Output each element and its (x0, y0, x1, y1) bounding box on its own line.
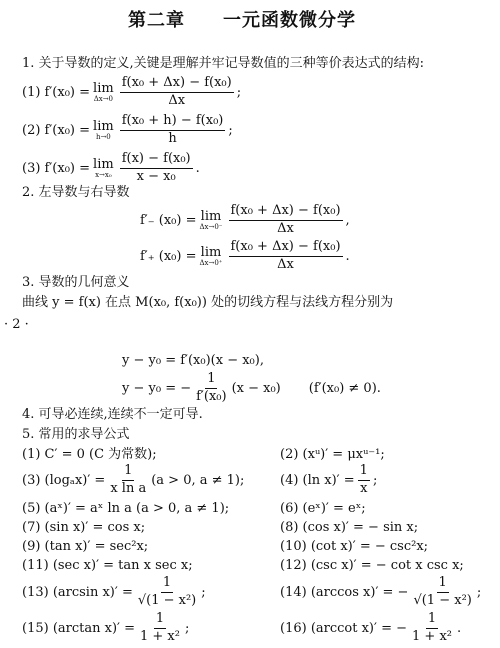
fraction: $\frac{\text{f(x₀ + Δx) − f(x₀)}}{\Delta x}$ (121, 75, 232, 108)
section-3-heading: 3. 导数的几何意义 (22, 275, 130, 290)
derivative-formula-1: (1) C′ = 0 (C 为常数); (22, 447, 157, 462)
chapter-title: 第二章 一元函数微分学 (128, 10, 356, 31)
fraction: $\frac{1}{\text{√(1 − x²)}}$ (413, 575, 472, 608)
formula-lhs: (14) (arccos x)′ = − (280, 584, 409, 600)
limit-operator: lim Δx→0⁻ (199, 208, 223, 232)
derivative-formula-8: (8) (cos x)′ = − sin x; (280, 520, 419, 535)
formula-end: ; (476, 584, 482, 600)
formula-lhs: (2) f′(x₀) = (22, 122, 91, 138)
limit-operator: lim Δx→0⁺ (199, 244, 223, 268)
formula-end: (a > 0, a ≠ 1); (151, 472, 245, 488)
tangent-line-equation: y − y₀ = f′(x₀)(x − x₀), (122, 353, 264, 368)
derivative-formula-12: (12) (csc x)′ = − cot x csc x; (280, 558, 464, 573)
formula-end: . (345, 248, 350, 264)
formula-lhs: (13) (arcsin x)′ = (22, 584, 133, 600)
definition-formula-3 (22, 152, 200, 185)
fraction: $\frac{1}{\text{1 + x²}}$ (140, 611, 180, 644)
formula-end: ; (228, 122, 233, 138)
formula-rhs: (x − x₀) (231, 380, 281, 396)
derivative-formula-5: (5) (aˣ)′ = aˣ ln a (a > 0, a ≠ 1); (22, 501, 230, 516)
limit-operator: lim x→x₀ (93, 156, 114, 180)
derivative-formula-3 (22, 464, 244, 497)
formula-lhs: (15) (arctan x)′ = (22, 620, 135, 636)
definition-formula-1 (22, 76, 241, 109)
fraction: $\frac{\text{f(x₀ + h) − f(x₀)}}{h}$ (121, 113, 224, 146)
derivative-formula-13 (22, 576, 206, 609)
formula-lhs: y − y₀ = − (122, 380, 192, 396)
formula-end: , (345, 212, 350, 228)
formula-end: ; (372, 472, 378, 488)
limit-operator: lim Δx→0 (93, 80, 114, 104)
formula-condition: (f′(x₀) ≠ 0). (308, 380, 381, 396)
formula-lhs: (1) f′(x₀) = (22, 84, 91, 100)
formula-lhs: (16) (arccot x)′ = − (280, 620, 408, 636)
section-3-text: 曲线 y = f(x) 在点 M(x₀, f(x₀)) 处的切线方程与法线方程分别为 (22, 295, 394, 310)
fraction: $\frac{1}{x}$ (359, 463, 368, 496)
fraction: $\frac{1}{\text{f′(x₀)}}$ (196, 371, 227, 404)
section-1-heading: 1. 关于导数的定义,关键是理解并牢记导数值的三种等价表达式的结构: (22, 56, 425, 71)
formula-end: . (195, 160, 200, 176)
derivative-formula-7: (7) (sin x)′ = cos x; (22, 520, 146, 535)
fraction: $\frac{1}{\text{1 + x²}}$ (412, 611, 452, 644)
formula-lhs: (3) f′(x₀) = (22, 160, 91, 176)
derivative-formula-9: (9) (tan x)′ = sec²x; (22, 539, 149, 554)
normal-line-equation (122, 372, 381, 405)
fraction: $\frac{1}{\text{√(1 − x²)}}$ (137, 575, 197, 608)
formula-lhs: f′₊ (x₀) = (140, 248, 197, 264)
formula-lhs: (3) (logₐx)′ = (22, 472, 106, 488)
fraction: $\frac{\text{f(x) − f(x₀)}}{\text{x − x₀}}$ (121, 151, 191, 184)
derivative-formula-4 (280, 464, 377, 497)
left-derivative-formula (140, 204, 350, 237)
right-derivative-formula (140, 240, 350, 273)
formula-lhs: f′₋ (x₀) = (140, 212, 197, 228)
limit-operator: lim h→0 (93, 118, 114, 142)
fraction: $\frac{\text{f(x₀ + Δx) − f(x₀)}}{\Delta x}$ (230, 203, 341, 236)
formula-end: ; (236, 84, 242, 100)
derivative-formula-6: (6) (eˣ)′ = eˣ; (280, 501, 366, 516)
fraction: $\frac{1}{\text{x ln a}}$ (110, 463, 147, 496)
formula-end: . (457, 620, 462, 636)
section-5-heading: 5. 常用的求导公式 (22, 427, 130, 442)
section-2-heading: 2. 左导数与右导数 (22, 185, 130, 200)
definition-formula-2 (22, 114, 233, 147)
section-4-heading: 4. 可导必连续,连续不一定可导. (22, 407, 203, 422)
formula-end: ; (184, 620, 190, 636)
derivative-formula-16 (280, 612, 461, 645)
formula-end: ; (201, 584, 206, 600)
derivative-formula-14 (280, 576, 481, 609)
derivative-formula-15 (22, 612, 189, 645)
page-number: · 2 · (4, 317, 29, 332)
fraction: $\frac{\text{f(x₀ + Δx) − f(x₀)}}{\Delta x}$ (230, 239, 341, 272)
derivative-formula-2: (2) (xᵘ)′ = μxᵘ⁻¹; (280, 447, 385, 462)
derivative-formula-11: (11) (sec x)′ = tan x sec x; (22, 558, 193, 573)
formula-lhs: (4) (ln x)′ = (280, 472, 355, 488)
derivative-formula-10: (10) (cot x)′ = − csc²x; (280, 539, 429, 554)
